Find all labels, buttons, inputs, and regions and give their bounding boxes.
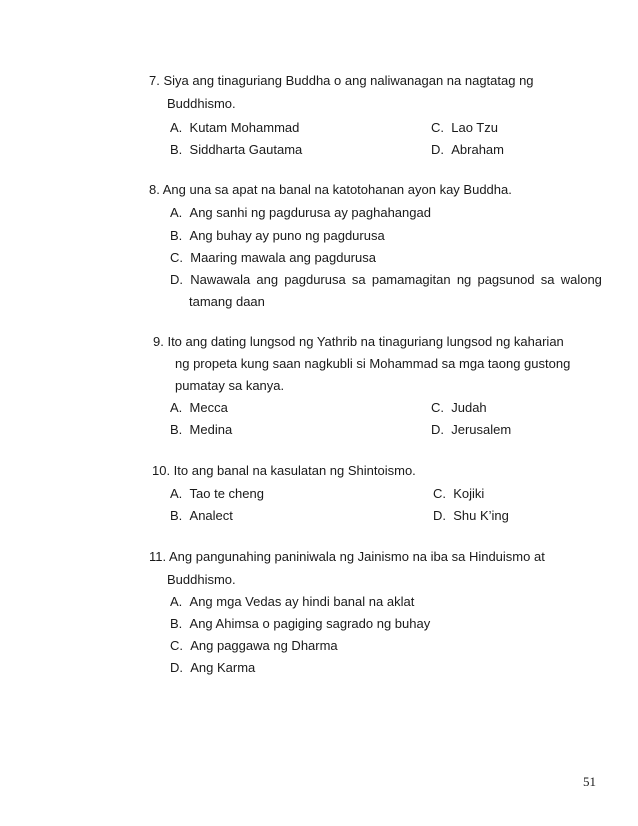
question-7-choice-c: C. Lao Tzu: [431, 120, 498, 135]
choice-word: pagdurusa: [284, 272, 346, 287]
question-8-choice-a: A. Ang sanhi ng pagdurusa ay paghahangad: [170, 205, 431, 220]
question-7-stem-line-2: Buddhismo.: [167, 96, 236, 111]
question-9-stem-line-1: 9. Ito ang dating lungsod ng Yathrib na tinaguriang lungsod ng kaharian: [153, 334, 564, 349]
question-10-choice-d: D. Shu K’ing: [433, 508, 509, 523]
choice-word: sa: [351, 272, 366, 287]
choice-word: pamamagitan: [371, 272, 451, 287]
question-8-choice-b: B. Ang buhay ay puno ng pagdurusa: [170, 228, 385, 243]
question-8-stem: 8. Ang una sa apat na banal na katotohanan ayon kay Buddha.: [149, 182, 512, 197]
question-7-stem-line-1: 7. Siya ang tinaguriang Buddha o ang naliwanagan na nagtatag ng: [149, 73, 534, 88]
choice-word: ng: [456, 272, 472, 287]
question-11-choice-d: D. Ang Karma: [170, 660, 256, 675]
question-9-choice-d: D. Jerusalem: [431, 422, 512, 437]
choice-word: walong: [560, 272, 602, 287]
question-9-stem-line-2: ng propeta kung saan nagkubli si Mohammad sa mga taong gustong: [175, 356, 571, 371]
question-8-choice-d-continued: tamang daan: [189, 294, 265, 309]
choice-word: ang: [256, 272, 279, 287]
question-9-choice-a: A. Mecca: [170, 400, 228, 415]
question-11-choice-c: C. Ang paggawa ng Dharma: [170, 638, 338, 653]
question-9-choice-c: C. Judah: [431, 400, 487, 415]
question-7-choice-d: D. Abraham: [431, 142, 504, 157]
question-11-choice-a: A. Ang mga Vedas ay hindi banal na aklat: [170, 594, 415, 609]
question-10-choice-b: B. Analect: [170, 508, 233, 523]
question-7-choice-a: A. Kutam Mohammad: [170, 120, 300, 135]
question-11-stem-line-2: Buddhismo.: [167, 572, 236, 587]
choice-letter: D. Nawawala: [170, 272, 251, 287]
question-9-choice-b: B. Medina: [170, 422, 233, 437]
choice-word: pagsunod: [477, 272, 535, 287]
page-number: 51: [583, 774, 596, 789]
question-7-choice-b: B. Siddharta Gautama: [170, 142, 303, 157]
question-11-choice-b: B. Ang Ahimsa o pagiging sagrado ng buhay: [170, 616, 431, 631]
question-10-stem: 10. Ito ang banal na kasulatan ng Shintoismo.: [152, 463, 416, 478]
question-8-choice-d: [170, 272, 602, 288]
choice-word: sa: [540, 272, 555, 287]
question-10-choice-c: C. Kojiki: [433, 486, 485, 501]
question-11-stem-line-1: 11. Ang pangunahing paniniwala ng Jainismo na iba sa Hinduismo at: [149, 549, 545, 564]
question-9-stem-line-3: pumatay sa kanya.: [175, 378, 285, 393]
question-8-choice-c: C. Maaring mawala ang pagdurusa: [170, 250, 376, 265]
question-10-choice-a: A. Tao te cheng: [170, 486, 264, 501]
